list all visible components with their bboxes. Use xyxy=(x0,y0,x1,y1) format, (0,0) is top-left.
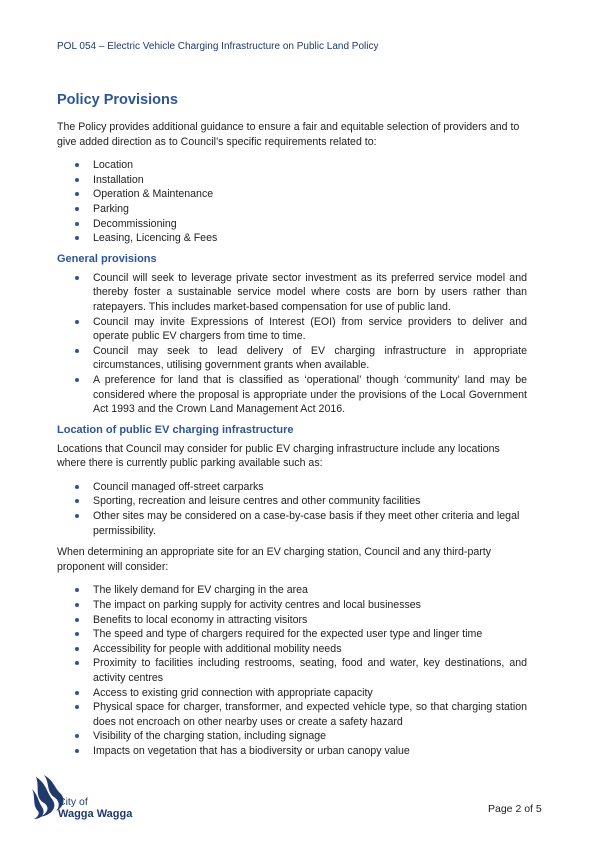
bullet-icon xyxy=(75,603,79,607)
list-item: Parking xyxy=(57,202,527,217)
list-item: The speed and type of chargers required for the expected user type and linger time xyxy=(57,627,527,642)
location-list xyxy=(57,480,527,538)
location-heading: Location of public EV charging infrastructure xyxy=(57,423,294,436)
list-item: Visibility of the charging station, including signage xyxy=(57,729,527,744)
bullet-icon xyxy=(75,349,79,353)
bullet-icon xyxy=(75,222,79,226)
list-item: Other sites may be considered on a case-by-case basis if they meet other criteria and legal permissibility. xyxy=(57,509,527,538)
bullet-icon xyxy=(75,320,79,324)
list-item: Leasing, Licencing & Fees xyxy=(57,231,527,246)
document-body xyxy=(57,92,527,766)
bullet-icon xyxy=(75,178,79,182)
list-item: The impact on parking supply for activity centres and local businesses xyxy=(57,598,527,613)
bullet-icon xyxy=(75,691,79,695)
bullet-icon xyxy=(75,632,79,636)
bullet-icon xyxy=(75,588,79,592)
list-item: Benefits to local economy in attracting visitors xyxy=(57,613,527,628)
list-item: Installation xyxy=(57,173,527,188)
document-header: POL 054 – Electric Vehicle Charging Infrastructure on Public Land Policy xyxy=(57,41,379,52)
list-item: A preference for land that is classified as ‘operational’ though ‘community’ land may be considered where the proposal is appropriate under the provisions of the Local Government Act 1993 and the Crown Land Management Act 2016. xyxy=(57,373,527,417)
bullet-icon xyxy=(75,618,79,622)
list-item: Decommissioning xyxy=(57,217,527,232)
page-number: Page 2 of 5 xyxy=(488,803,542,815)
general-provisions-heading: General provisions xyxy=(57,252,157,265)
list-item: Impacts on vegetation that has a biodiversity or urban canopy value xyxy=(57,744,527,759)
bullet-icon xyxy=(75,207,79,211)
bullet-icon xyxy=(75,499,79,503)
bullet-icon xyxy=(75,647,79,651)
list-item: Physical space for charger, transformer, and expected vehicle type, so that charging station does not encroach on other nearby uses or create a safety hazard xyxy=(57,700,527,729)
list-item: Council may invite Expressions of Interest (EOI) from service providers to deliver and operate public EV chargers from time to time. xyxy=(57,315,527,344)
list-item: Council will seek to leverage private sector investment as its preferred service model and thereby foster a sustainable service model where costs are born by users rather than ratepayers. This includes market-based compensation for use of public land. xyxy=(57,271,527,315)
list-item: Council managed off-street carparks xyxy=(57,480,527,495)
location-intro-2: When determining an appropriate site for an EV charging station, Council and any third-party proponent will consider: xyxy=(57,546,491,573)
bullet-icon xyxy=(75,749,79,753)
bullet-icon xyxy=(75,378,79,382)
provisions-list xyxy=(57,158,527,246)
bullet-icon xyxy=(75,192,79,196)
list-item: Access to existing grid connection with appropriate capacity xyxy=(57,686,527,701)
bullet-icon xyxy=(75,514,79,518)
bullet-icon xyxy=(75,163,79,167)
bullet-icon xyxy=(75,705,79,709)
list-item: Accessibility for people with additional mobility needs xyxy=(57,642,527,657)
list-item: The likely demand for EV charging in the area xyxy=(57,583,527,598)
bullet-icon xyxy=(75,236,79,240)
location-intro: Locations that Council may consider for public EV charging infrastructure include any locations where there is currently public parking available such as: xyxy=(57,442,500,470)
list-item: Sporting, recreation and leisure centres and other community facilities xyxy=(57,494,527,509)
considerations-list xyxy=(57,583,527,758)
bullet-icon xyxy=(75,485,79,489)
list-item: Proximity to facilities including restrooms, seating, food and water, key destinations, and activity centres xyxy=(57,656,527,685)
list-item: Operation & Maintenance xyxy=(57,187,527,202)
bullet-icon xyxy=(75,661,79,665)
list-item: Council may seek to lead delivery of EV charging infrastructure in appropriate circumstances, utilising government grants when available. xyxy=(57,344,527,373)
bullet-icon xyxy=(75,276,79,280)
general-provisions-list xyxy=(57,271,527,417)
section-heading: Policy Provisions xyxy=(57,92,178,108)
bullet-icon xyxy=(75,734,79,738)
city-logo-text: City of Wagga Wagga xyxy=(58,796,133,820)
list-item: Location xyxy=(57,158,527,173)
section-intro: The Policy provides additional guidance to ensure a fair and equitable selection of providers and to give added direction as to Council’s specific requirements related to: xyxy=(57,121,520,148)
